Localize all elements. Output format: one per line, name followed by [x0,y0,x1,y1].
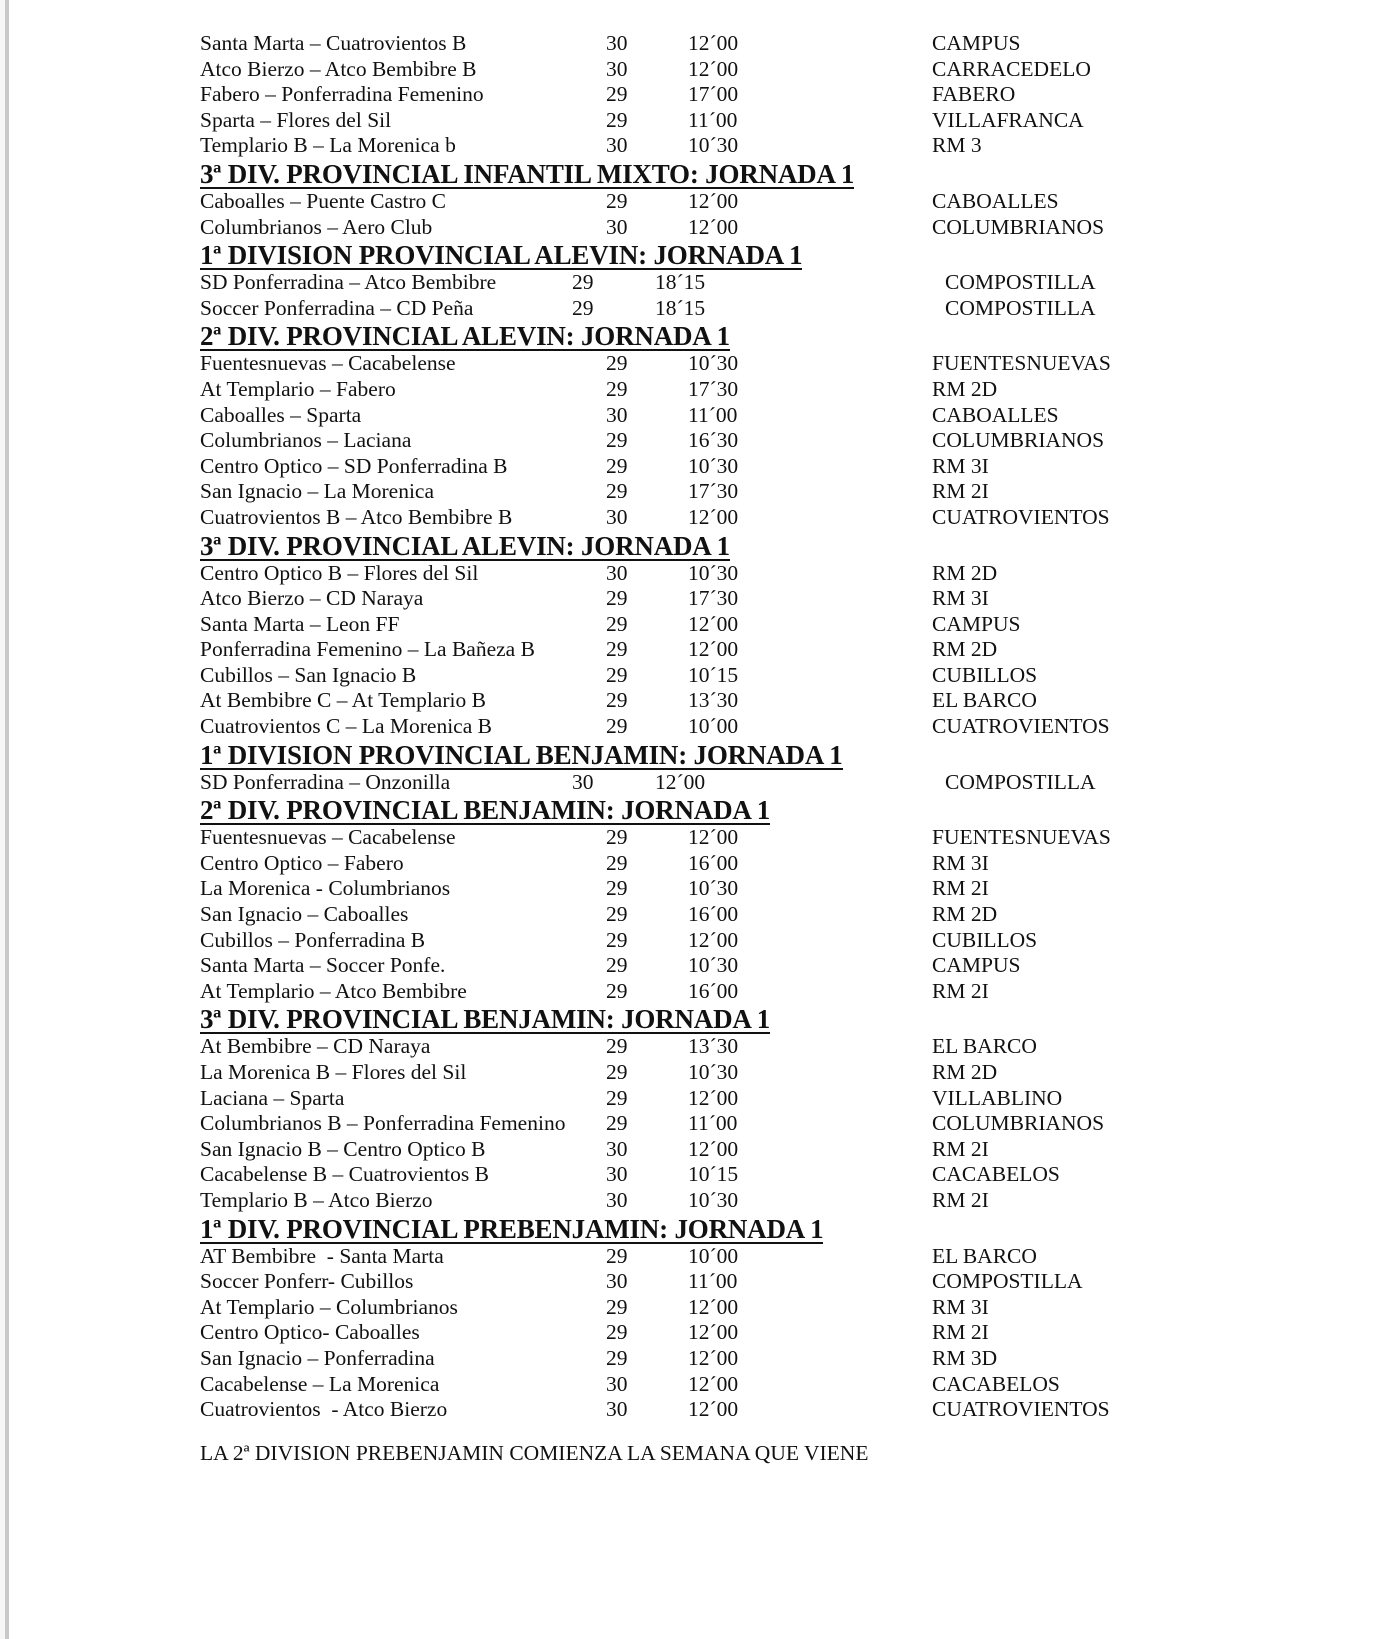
fixture-row [200,31,1200,57]
match-time: 17´30 [688,376,739,401]
match-day: 29 [606,1034,628,1059]
fixture-row [200,1244,1200,1270]
match-day: 29 [606,351,628,376]
match-venue: EL BARCO [932,1034,1037,1059]
match-venue: RM 2D [932,637,998,662]
match-teams: Fuentesnuevas – Cacabelense [200,351,456,376]
match-day: 29 [606,1345,628,1370]
match-day: 29 [606,1060,628,1084]
match-time: 10´30 [688,876,739,901]
fixture-row [200,1269,1200,1295]
fixture-row [200,612,1200,638]
match-teams: SD Ponferradina – Onzonilla [200,769,451,794]
match-day: 29 [606,1320,628,1345]
match-time: 12´00 [688,31,739,55]
match-venue: RM 2I [932,978,989,1003]
section-heading [200,740,1200,770]
match-venue: RM 3D [932,1345,998,1370]
match-day: 29 [606,688,628,713]
fixture-row [200,1034,1200,1060]
match-venue: RM 3I [932,586,989,611]
match-time: 16´00 [688,850,739,875]
match-teams: At Bembibre – CD Naraya [200,1034,431,1059]
fixture-row [200,1346,1200,1372]
window-border [5,0,9,1639]
match-teams: San Ignacio – La Morenica [200,479,435,504]
match-day: 30 [606,1269,628,1294]
match-time: 12´00 [688,927,739,952]
section-heading-text: 1ª DIVISION PROVINCIAL BENJAMIN: JORNADA 1 [200,739,843,770]
fixture-row [200,953,1200,979]
match-day: 29 [606,376,628,401]
match-teams: San Ignacio – Ponferradina [200,1345,435,1370]
match-venue: RM 2I [932,1320,989,1345]
match-teams: Centro Optico B – Flores del Sil [200,560,479,585]
match-teams: Columbrianos B – Ponferradina Femenino [200,1111,566,1136]
match-day: 29 [606,825,628,850]
match-day: 30 [606,402,628,427]
fixture-row [200,133,1200,159]
match-venue: EL BARCO [932,1243,1037,1268]
match-teams: Soccer Ponferradina – CD Peña [200,295,474,320]
match-venue: FUENTESNUEVAS [932,351,1111,376]
match-venue: CABOALLES [932,188,1059,213]
fixture-row [200,902,1200,928]
match-teams: Sparta – Flores del Sil [200,107,392,132]
match-day: 29 [606,662,628,687]
match-time: 12´00 [688,1397,739,1422]
match-day: 29 [606,82,628,107]
match-time: 10´30 [688,953,739,978]
match-teams: Templario B – La Morenica b [200,133,456,158]
section-heading [200,1214,1200,1244]
fixture-row [200,663,1200,689]
match-day: 30 [572,769,594,794]
match-teams: Soccer Ponferr- Cubillos [200,1269,414,1294]
match-day: 29 [606,1111,628,1136]
match-day: 29 [606,1085,628,1110]
match-day: 29 [606,107,628,132]
match-day: 29 [606,876,628,901]
section-heading [200,321,1200,351]
match-time: 10´30 [688,560,739,585]
match-time: 12´00 [688,611,739,636]
match-teams: Centro Optico- Caboalles [200,1320,420,1345]
match-day: 30 [606,1397,628,1422]
fixture-row [200,714,1200,740]
fixture-row [200,108,1200,134]
match-time: 17´30 [688,479,739,504]
fixture-row [200,1188,1200,1214]
match-day: 30 [606,504,628,529]
match-teams: Santa Marta – Soccer Ponfe. [200,953,446,978]
match-day: 29 [606,1243,628,1268]
match-teams: Cuatrovientos C – La Morenica B [200,714,492,739]
fixture-row [200,1295,1200,1321]
fixture-row [200,1086,1200,1112]
fixture-row [200,377,1200,403]
match-time: 10´30 [688,1187,739,1212]
match-day: 30 [606,1162,628,1187]
fixture-row [200,586,1200,612]
match-day: 30 [606,1136,628,1161]
match-venue: RM 2D [932,560,998,585]
match-venue: EL BARCO [932,688,1037,713]
match-time: 16´30 [688,428,739,453]
match-teams: La Morenica - Columbrianos [200,876,451,901]
fixture-row [200,876,1200,902]
match-time: 16´00 [688,902,739,927]
match-venue: CUATROVIENTOS [932,504,1110,529]
match-time: 10´30 [688,133,739,158]
fixture-row [200,1162,1200,1188]
match-teams: Ponferradina Femenino – La Bañeza B [200,637,535,662]
match-teams: At Templario – Columbrianos [200,1294,458,1319]
match-time: 12´00 [688,1371,739,1396]
section-heading-text: 3ª DIV. PROVINCIAL ALEVIN: JORNADA 1 [200,530,730,561]
match-venue: RM 2D [932,902,998,927]
fixture-row [200,189,1200,215]
match-time: 10´30 [688,453,739,478]
match-teams: Centro Optico – SD Ponferradina B [200,453,508,478]
match-venue: RM 3I [932,850,989,875]
match-teams: Fabero – Ponferradina Femenino [200,82,484,107]
fixture-row [200,851,1200,877]
match-venue: VILLABLINO [932,1085,1063,1110]
match-teams: Laciana – Sparta [200,1085,345,1110]
match-time: 18´15 [655,295,706,320]
match-teams: Columbrianos – Laciana [200,428,412,453]
fixture-row [200,428,1200,454]
match-time: 16´00 [688,978,739,1003]
match-time: 12´00 [688,56,739,81]
match-teams: Santa Marta – Leon FF [200,611,400,636]
section-heading-text: 2ª DIV. PROVINCIAL BENJAMIN: JORNADA 1 [200,795,771,826]
match-teams: At Bembibre C – At Templario B [200,688,486,713]
match-day: 29 [606,428,628,453]
match-day: 29 [606,714,628,739]
match-teams: At Templario – Fabero [200,376,396,401]
fixture-row [200,561,1200,587]
match-time: 11´00 [688,1269,738,1294]
match-teams: Cuatrovientos - Atco Bierzo [200,1397,448,1422]
match-day: 29 [606,586,628,611]
match-teams: Santa Marta – Cuatrovientos B [200,31,467,55]
match-venue: COLUMBRIANOS [932,214,1105,239]
section-heading [200,240,1200,270]
section-heading-text: 3ª DIV. PROVINCIAL BENJAMIN: JORNADA 1 [200,1004,771,1035]
match-day: 30 [606,1371,628,1396]
match-venue: RM 2D [932,376,998,401]
fixture-row [200,403,1200,429]
match-time: 12´00 [688,825,739,850]
match-time: 13´30 [688,688,739,713]
match-time: 17´30 [688,586,739,611]
match-teams: SD Ponferradina – Atco Bembibre [200,270,497,295]
match-time: 10´00 [688,1243,739,1268]
match-teams: Cubillos – San Ignacio B [200,662,417,687]
fixture-row [200,979,1200,1005]
match-day: 29 [606,453,628,478]
section-heading [200,159,1200,189]
match-time: 12´00 [688,1345,739,1370]
match-teams: San Ignacio B – Centro Optico B [200,1136,486,1161]
match-venue: COLUMBRIANOS [932,1111,1105,1136]
fixture-row [200,1372,1200,1398]
match-day: 29 [606,850,628,875]
match-teams: Centro Optico – Fabero [200,850,404,875]
match-time: 10´00 [688,714,739,739]
match-time: 12´00 [688,1320,739,1345]
match-venue: COMPOSTILLA [932,1269,1083,1294]
match-day: 30 [606,56,628,81]
match-venue: CAMPUS [932,953,1021,978]
fixture-row [200,1397,1200,1423]
match-venue: CACABELOS [932,1371,1060,1396]
match-venue: COMPOSTILLA [945,270,1096,295]
section-heading [200,1004,1200,1034]
match-day: 29 [606,188,628,213]
match-day: 30 [606,214,628,239]
match-teams: At Templario – Atco Bembibre [200,978,467,1003]
section-heading-text: 1ª DIV. PROVINCIAL PREBENJAMIN: JORNADA 1 [200,1213,824,1244]
match-teams: Caboalles – Puente Castro C [200,188,447,213]
match-time: 10´15 [688,662,739,687]
match-venue: CABOALLES [932,402,1059,427]
match-time: 11´00 [688,1111,738,1136]
section-heading [200,531,1200,561]
match-time: 10´15 [688,1162,739,1187]
fixture-row [200,1320,1200,1346]
match-day: 29 [606,927,628,952]
match-day: 29 [606,953,628,978]
match-venue: COMPOSTILLA [945,769,1096,794]
match-venue: RM 3I [932,1294,989,1319]
match-venue: CUBILLOS [932,927,1038,952]
match-time: 11´00 [688,107,738,132]
match-teams: Cuatrovientos B – Atco Bembibre B [200,504,513,529]
fixture-row [200,454,1200,480]
match-day: 30 [606,31,628,55]
match-time: 12´00 [688,1294,739,1319]
match-venue: RM 2D [932,1060,998,1084]
fixture-row [200,479,1200,505]
fixture-row [200,1111,1200,1137]
match-venue: COMPOSTILLA [945,295,1096,320]
match-teams: Caboalles – Sparta [200,402,362,427]
section-heading-text: 2ª DIV. PROVINCIAL ALEVIN: JORNADA 1 [200,321,730,352]
match-teams: AT Bembibre - Santa Marta [200,1243,444,1268]
match-venue: RM 2I [932,1136,989,1161]
fixture-row [200,688,1200,714]
match-teams: Atco Bierzo – Atco Bembibre B [200,56,477,81]
match-time: 13´30 [688,1034,739,1059]
fixture-row [200,770,1200,796]
match-day: 29 [572,270,594,295]
match-day: 30 [606,133,628,158]
match-day: 30 [606,1187,628,1212]
fixture-row [200,82,1200,108]
match-time: 12´00 [688,637,739,662]
match-day: 29 [606,479,628,504]
match-day: 29 [606,978,628,1003]
match-time: 12´00 [688,214,739,239]
match-venue: CACABELOS [932,1162,1060,1187]
match-time: 17´00 [688,82,739,107]
match-venue: CARRACEDELO [932,56,1091,81]
match-day: 30 [606,560,628,585]
match-teams: Cacabelense B – Cuatrovientos B [200,1162,489,1187]
match-venue: CUATROVIENTOS [932,714,1110,739]
match-day: 29 [606,611,628,636]
match-venue: CAMPUS [932,611,1021,636]
match-time: 12´00 [688,1085,739,1110]
match-day: 29 [606,1294,628,1319]
match-venue: CUATROVIENTOS [932,1397,1110,1422]
match-teams: San Ignacio – Caboalles [200,902,409,927]
fixture-row [200,505,1200,531]
match-venue: CAMPUS [932,31,1021,55]
fixture-row [200,57,1200,83]
match-time: 10´30 [688,1060,739,1084]
match-teams: Atco Bierzo – CD Naraya [200,586,424,611]
match-teams: Fuentesnuevas – Cacabelense [200,825,456,850]
match-venue: RM 3 [932,133,982,158]
section-heading [200,795,1200,825]
fixture-row [200,1060,1200,1086]
fixture-row [200,1137,1200,1163]
match-venue: FABERO [932,82,1016,107]
footer-note: LA 2ª DIVISION PREBENJAMIN COMIENZA LA SEMANA QUE VIENE [200,1440,869,1465]
section-heading-text: 1ª DIVISION PROVINCIAL ALEVIN: JORNADA 1 [200,240,803,271]
match-teams: La Morenica B – Flores del Sil [200,1060,467,1084]
fixture-row [200,270,1200,296]
match-time: 11´00 [688,402,738,427]
fixture-row [200,637,1200,663]
match-venue: CUBILLOS [932,662,1038,687]
match-teams: Templario B – Atco Bierzo [200,1187,433,1212]
match-time: 18´15 [655,270,706,295]
match-venue: COLUMBRIANOS [932,428,1105,453]
match-day: 29 [606,637,628,662]
match-time: 12´00 [655,769,706,794]
section-heading-text: 3ª DIV. PROVINCIAL INFANTIL MIXTO: JORNADA 1 [200,158,855,189]
fixture-row [200,296,1200,322]
match-venue: RM 2I [932,479,989,504]
match-venue: RM 2I [932,1187,989,1212]
match-venue: FUENTESNUEVAS [932,825,1111,850]
match-time: 12´00 [688,1136,739,1161]
match-time: 10´30 [688,351,739,376]
fixture-row [200,825,1200,851]
fixture-row [200,215,1200,241]
fixture-row [200,928,1200,954]
match-venue: RM 3I [932,453,989,478]
match-venue: VILLAFRANCA [932,107,1084,132]
match-teams: Cubillos – Ponferradina B [200,927,426,952]
match-teams: Cacabelense – La Morenica [200,1371,440,1396]
fixture-document [200,31,1200,1466]
match-venue: RM 2I [932,876,989,901]
match-time: 12´00 [688,188,739,213]
fixture-row [200,351,1200,377]
match-day: 29 [606,902,628,927]
match-time: 12´00 [688,504,739,529]
match-day: 29 [572,295,594,320]
match-teams: Columbrianos – Aero Club [200,214,433,239]
